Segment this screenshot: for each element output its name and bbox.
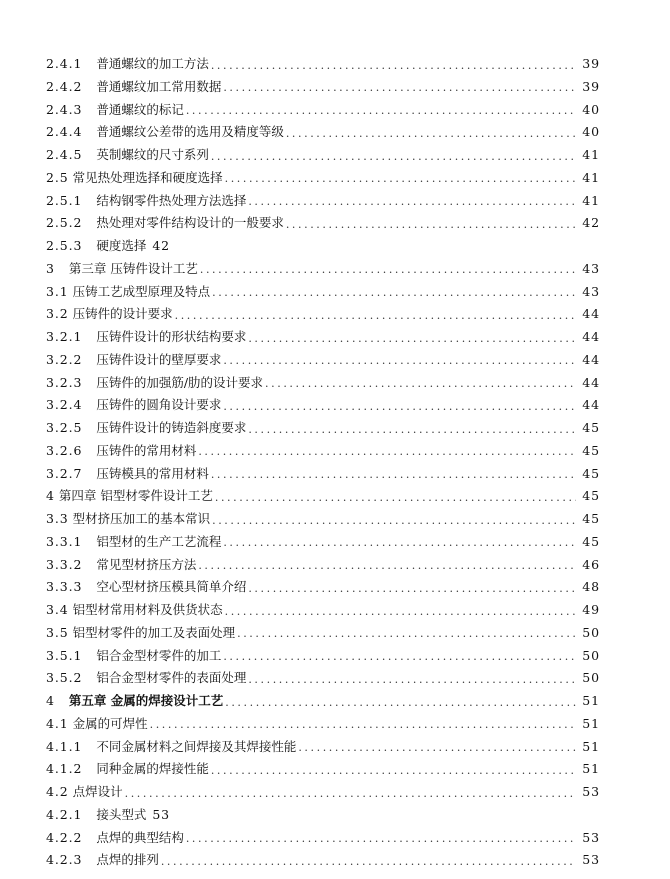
toc-entry[interactable]	[46, 185, 600, 208]
toc-entry[interactable]	[46, 367, 600, 390]
dot-leader	[125, 788, 577, 799]
toc-entry-page: 49	[582, 602, 600, 618]
dot-leader	[223, 82, 576, 93]
toc-entry[interactable]	[46, 344, 600, 367]
toc-entry[interactable]	[46, 389, 600, 412]
dot-leader	[186, 833, 576, 844]
toc-entry[interactable]	[46, 822, 600, 845]
toc-entry-title: 英制螺纹的尺寸系列	[96, 147, 209, 163]
toc-entry-number: 2.4.5	[46, 147, 83, 163]
toc-entry-title: 普通螺纹的加工方法	[96, 56, 209, 72]
toc-entry[interactable]	[46, 298, 600, 321]
toc-entry-page: 41	[582, 147, 600, 163]
toc-entry-title: 铝型材常用材料及供货状态	[72, 602, 223, 618]
toc-entry-title: 常见型材挤压方法	[96, 556, 197, 572]
dot-leader	[211, 60, 576, 71]
toc-entry-number: 3.2.5	[46, 420, 83, 436]
toc-entry-page: 53	[152, 806, 171, 822]
toc-entry-page: 45	[582, 420, 600, 436]
toc-entry-page: 53	[582, 784, 600, 800]
dot-leader	[211, 151, 576, 162]
toc-entry-page: 50	[582, 647, 600, 663]
toc-entry-title: 压铸件设计的形状结构要求	[96, 329, 247, 345]
toc-entry-number: 3.2.6	[46, 442, 83, 458]
dot-leader	[248, 583, 576, 594]
dot-leader	[286, 219, 576, 230]
toc-entry-page: 51	[582, 715, 600, 731]
toc-entry-page: 45	[582, 488, 600, 504]
toc-entry-title: 压铸件的加强筋/肋的设计要求	[96, 374, 264, 390]
toc-entry[interactable]	[46, 480, 600, 503]
toc-entry-number: 3.2.1	[46, 329, 83, 345]
dot-leader	[225, 697, 576, 708]
toc-entry-title: 点焊的典型结构	[96, 829, 184, 845]
toc-entry-number: 4.2.2	[46, 829, 83, 845]
dot-leader	[175, 310, 577, 321]
toc-entry-page: 46	[582, 556, 600, 572]
toc-entry-page: 53	[582, 852, 600, 868]
toc-entry-page: 44	[582, 306, 600, 322]
toc-entry-title: 空心型材挤压模具简单介绍	[96, 579, 247, 595]
toc-entry-number: 3.2	[46, 306, 69, 322]
toc-entry-page: 44	[582, 397, 600, 413]
toc-entry-number: 3.2.2	[46, 351, 83, 367]
toc-entry-title: 压铸件设计的壁厚要求	[96, 351, 222, 367]
toc-entry-page: 51	[582, 693, 600, 709]
toc-entry-title: 铝型材的生产工艺流程	[96, 533, 222, 549]
toc-entry-title: 压铸件的常用材料	[96, 442, 197, 458]
toc-entry[interactable]	[46, 662, 600, 685]
toc-entry-page: 40	[582, 101, 600, 117]
toc-entry[interactable]	[46, 276, 600, 299]
toc-entry-title: 压铸件设计的铸造斜度要求	[96, 420, 247, 436]
toc-entry-title: 常见热处理选择和硬度选择	[72, 169, 223, 185]
toc-entry-page: 45	[582, 442, 600, 458]
toc-entry[interactable]	[46, 640, 600, 663]
toc-entry-title: 压铸工艺成型原理及特点	[72, 283, 211, 299]
toc-entry-title: 点焊设计	[72, 784, 123, 800]
toc-entry-number: 2.5	[46, 169, 69, 185]
toc-entry-page: 44	[582, 351, 600, 367]
toc-entry-number: 2.5.1	[46, 192, 83, 208]
toc-entry-title: 铝合金型材零件的加工	[96, 647, 222, 663]
toc-entry-number: 2.5.2	[46, 215, 83, 231]
toc-entry-number: 4.2.1	[46, 806, 83, 822]
toc-entry-page: 41	[582, 169, 600, 185]
toc-entry-number: 4.2	[46, 784, 69, 800]
dot-leader	[223, 401, 576, 412]
toc-entry-number: 3.2.3	[46, 374, 83, 390]
toc-entry-number: 3.3.1	[46, 533, 83, 549]
toc-entry-title: 铝型材零件的加工及表面处理	[72, 624, 236, 640]
toc-entry[interactable]	[46, 708, 600, 731]
toc-entry-number: 3.5.2	[46, 670, 83, 686]
toc-entry[interactable]	[46, 753, 600, 776]
dot-leader	[248, 674, 576, 685]
toc-entry-title: 第五章 金属的焊接设计工艺	[68, 693, 224, 709]
toc-entry-number: 4.1	[46, 715, 69, 731]
toc-entry-title: 普通螺纹公差带的选用及精度等级	[96, 124, 284, 140]
toc-entry-number: 2.4.1	[46, 56, 83, 72]
toc-entry-page: 41	[582, 192, 600, 208]
toc-entry-number: 3.3.2	[46, 556, 83, 572]
toc-entry-page: 51	[582, 738, 600, 754]
toc-entry[interactable]	[46, 321, 600, 344]
toc-entry-title: 普通螺纹加工常用数据	[96, 78, 222, 94]
toc-entry-title: 型材挤压加工的基本常识	[72, 511, 211, 527]
toc-entry-number: 3.5	[46, 624, 69, 640]
toc-entry-title: 硬度选择	[96, 238, 147, 254]
toc-entry-title: 接头型式	[96, 806, 147, 822]
dot-leader	[223, 651, 576, 662]
toc-entry-number: 4	[46, 488, 55, 504]
toc-entry-number: 4.1.2	[46, 761, 83, 777]
toc-entry[interactable]	[46, 94, 600, 117]
toc-entry[interactable]	[46, 230, 600, 253]
toc-entry-page: 39	[582, 56, 600, 72]
dot-leader	[150, 719, 577, 730]
dot-leader	[248, 333, 576, 344]
dot-leader	[186, 105, 576, 116]
toc-entry[interactable]	[46, 253, 600, 276]
toc-entry-page: 39	[582, 78, 600, 94]
toc-entry-number: 3.3	[46, 511, 69, 527]
toc-entry-number: 4	[46, 693, 55, 709]
toc-entry-page: 45	[582, 511, 600, 527]
dot-leader	[223, 355, 576, 366]
toc-entry-number: 2.4.2	[46, 78, 83, 94]
toc-entry-title: 结构钢零件热处理方法选择	[96, 192, 247, 208]
toc-entry[interactable]	[46, 617, 600, 640]
toc-entry-number: 4.1.1	[46, 738, 83, 754]
toc-entry[interactable]	[46, 549, 600, 572]
toc-entry-page: 45	[582, 533, 600, 549]
dot-leader	[215, 492, 576, 503]
toc-entry[interactable]	[46, 844, 600, 867]
toc-entry-number: 3.2.7	[46, 465, 83, 481]
dot-leader	[237, 628, 576, 639]
toc-entry-number: 2.5.3	[46, 238, 83, 254]
toc-entry-page: 45	[582, 465, 600, 481]
toc-entry-page: 42	[582, 215, 600, 231]
toc-entry-page: 43	[582, 260, 600, 276]
dot-leader	[161, 856, 576, 867]
toc-entry-page: 40	[582, 124, 600, 140]
toc-entry-page: 50	[582, 670, 600, 686]
toc-entry-page: 42	[152, 238, 171, 254]
toc-entry-number: 2.4.4	[46, 124, 83, 140]
dot-leader	[211, 765, 576, 776]
dot-leader	[223, 537, 576, 548]
dot-leader	[225, 606, 577, 617]
dot-leader	[198, 560, 576, 571]
dot-leader	[212, 287, 576, 298]
toc-entry-title: 铝合金型材零件的表面处理	[96, 670, 247, 686]
dot-leader	[211, 469, 576, 480]
dot-leader	[286, 128, 576, 139]
toc-entry[interactable]	[46, 48, 600, 71]
toc-entry-title: 金属的可焊性	[72, 715, 148, 731]
toc-entry-page: 51	[582, 761, 600, 777]
dot-leader	[200, 264, 576, 275]
toc-entry[interactable]	[46, 503, 600, 526]
toc-entry-number: 3.4	[46, 602, 69, 618]
toc-entry[interactable]	[46, 594, 600, 617]
toc-entry-page: 53	[582, 829, 600, 845]
toc-entry[interactable]	[46, 139, 600, 162]
toc-entry-number: 3.2.4	[46, 397, 83, 413]
toc-entry-number: 3.5.1	[46, 647, 83, 663]
toc-entry[interactable]	[46, 116, 600, 139]
toc-entry-title: 第三章 压铸件设计工艺	[68, 260, 198, 276]
dot-leader	[212, 515, 576, 526]
toc-entry-number: 4.2.3	[46, 852, 83, 868]
toc-entry[interactable]	[46, 162, 600, 185]
toc-entry-title: 同种金属的焊接性能	[96, 761, 209, 777]
toc-entry[interactable]	[46, 685, 600, 708]
toc-entry[interactable]	[46, 731, 600, 754]
toc-entry[interactable]	[46, 526, 600, 549]
toc-entry[interactable]	[46, 207, 600, 230]
toc-entry-page: 44	[582, 329, 600, 345]
toc-entry-page: 44	[582, 374, 600, 390]
toc-entry-page: 48	[582, 579, 600, 595]
toc-entry[interactable]	[46, 412, 600, 435]
toc-entry-number: 3.3.3	[46, 579, 83, 595]
toc-entry-page: 43	[582, 283, 600, 299]
toc-entry[interactable]	[46, 435, 600, 458]
toc-entry-title: 热处理对零件结构设计的一般要求	[96, 215, 284, 231]
toc-entry-title: 不同金属材料之间焊接及其焊接性能	[96, 738, 297, 754]
toc-entry[interactable]	[46, 71, 600, 94]
toc-entry-title: 压铸模具的常用材料	[96, 465, 209, 481]
toc-entry-title: 点焊的排列	[96, 852, 159, 868]
toc-entry-number: 3	[46, 260, 55, 276]
toc-entry-number: 2.4.3	[46, 101, 83, 117]
toc-entry-title: 压铸件的圆角设计要求	[96, 397, 222, 413]
toc-entry-number: 3.1	[46, 283, 69, 299]
toc-entry[interactable]	[46, 799, 600, 822]
dot-leader	[248, 424, 576, 435]
dot-leader	[198, 446, 576, 457]
toc-entry-title: 压铸件的设计要求	[72, 306, 173, 322]
dot-leader	[225, 173, 577, 184]
dot-leader	[298, 742, 576, 753]
toc-entry[interactable]	[46, 776, 600, 799]
dot-leader	[248, 196, 576, 207]
toc-entry-title: 普通螺纹的标记	[96, 101, 184, 117]
dot-leader	[265, 378, 576, 389]
toc-entry[interactable]	[46, 458, 600, 481]
toc-entry-page: 50	[582, 624, 600, 640]
toc-entry[interactable]	[46, 571, 600, 594]
toc-entry-title: 第四章 铝型材零件设计工艺	[58, 488, 213, 504]
